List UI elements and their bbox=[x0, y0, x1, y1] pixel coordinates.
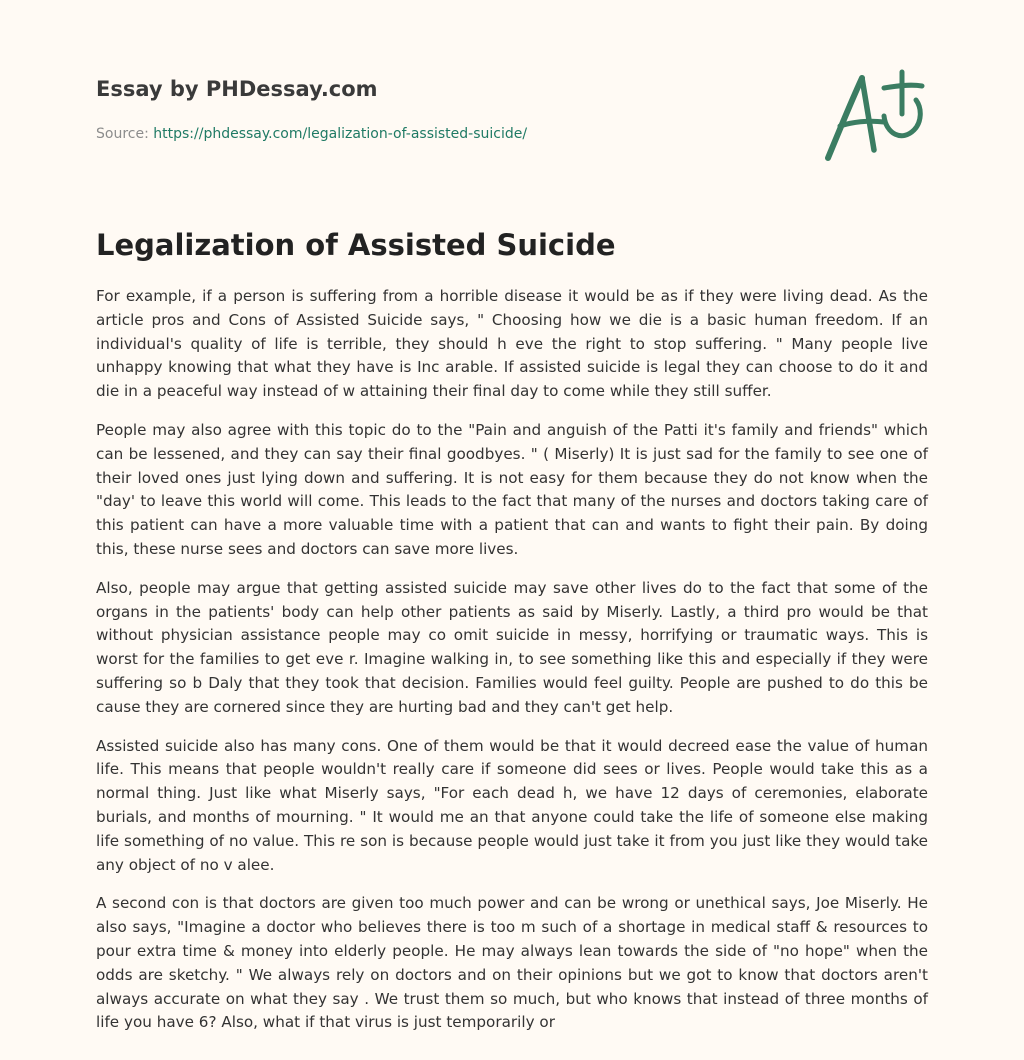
essay-body bbox=[96, 285, 928, 1050]
essay-title: Legalization of Assisted Suicide bbox=[96, 228, 616, 262]
a-plus-grade-icon bbox=[818, 64, 928, 164]
page-header bbox=[96, 74, 796, 144]
brand-title: Essay by PHDessay.com bbox=[96, 77, 378, 101]
essay-paragraph: A second con is that doctors are given too much power and can be wrong or unethical says, Joe Miserly. He also says, "Imagine a doctor who believes there is too m such of a shortage in medical staff & resources to pour extra time & money into elderly people. He may always lean towards the side of "no hope" when the odds are sketchy. " We always rely on doctors and on their opinions but we got to know that doctors aren't always accurate on what they say . We trust them so much, but who knows that instead of three months of life you have 6? Also, what if that virus is just temporarily or bbox=[96, 894, 928, 1032]
essay-paragraph: Also, people may argue that getting assisted suicide may save other lives do to the fact that some of the organs in the patients' body can help other patients as said by Miserly. Lastly, a third pro would be that without physician assistance people may co omit suicide in messy, horrifying or traumatic ways. This is worst for the families to get eve r. Imagine walking in, to see something like this and especially if they were suffering so b Daly that they took that decision. Families would feel guilty. People are pushed to do this be cause they are cornered since they are hurting bad and they can't get help. bbox=[96, 578, 928, 716]
source-line bbox=[96, 124, 796, 144]
source-link[interactable]: https://phdessay.com/legalization-of-assisted-suicide/ bbox=[153, 126, 528, 142]
a-plus-logo-svg bbox=[818, 64, 928, 164]
essay-paragraph: For example, if a person is suffering from a horrible disease it would be as if they were living dead. As the article pros and Cons of Assisted Suicide says, " Choosing how we die is a basic human freedom. If an individual's quality of life is terrible, they should h eve the right to stop suffering. " Many people live unhappy knowing that what they have is Inc arable. If assisted suicide is legal they can choose to do it and die in a peaceful way instead of w attaining their final day to come while they still suffer. bbox=[96, 287, 928, 401]
essay-paragraph: Assisted suicide also has many cons. One of them would be that it would decreed ease the value of human life. This means that people wouldn't really care if someone did sees or lives. People would take this as a normal thing. Just like what Miserly says, "For each dead h, we have 12 days of ceremonies, elaborate burials, and months of mourning. " It would me an that anyone could take the life of someone else making life something of no value. This re son is because people would just take it from you just like they would take any object of no v alee. bbox=[96, 736, 928, 874]
source-label: Source: bbox=[96, 126, 154, 142]
essay-paragraph: People may also agree with this topic do to the "Pain and anguish of the Patti it's family and friends" which can be lessened, and they can say their final goodbyes. " ( Miserly) It is just sad for the family to see one of their loved ones just lying down and suffering. It is not easy for them because they do not know when the "day' to leave this world will come. This leads to the fact that many of the nurses and doctors taking care of this patient can have a more valuable time with a patient that can and wants to fight their pain. By doing this, these nurse sees and doctors can save more lives. bbox=[96, 420, 928, 558]
